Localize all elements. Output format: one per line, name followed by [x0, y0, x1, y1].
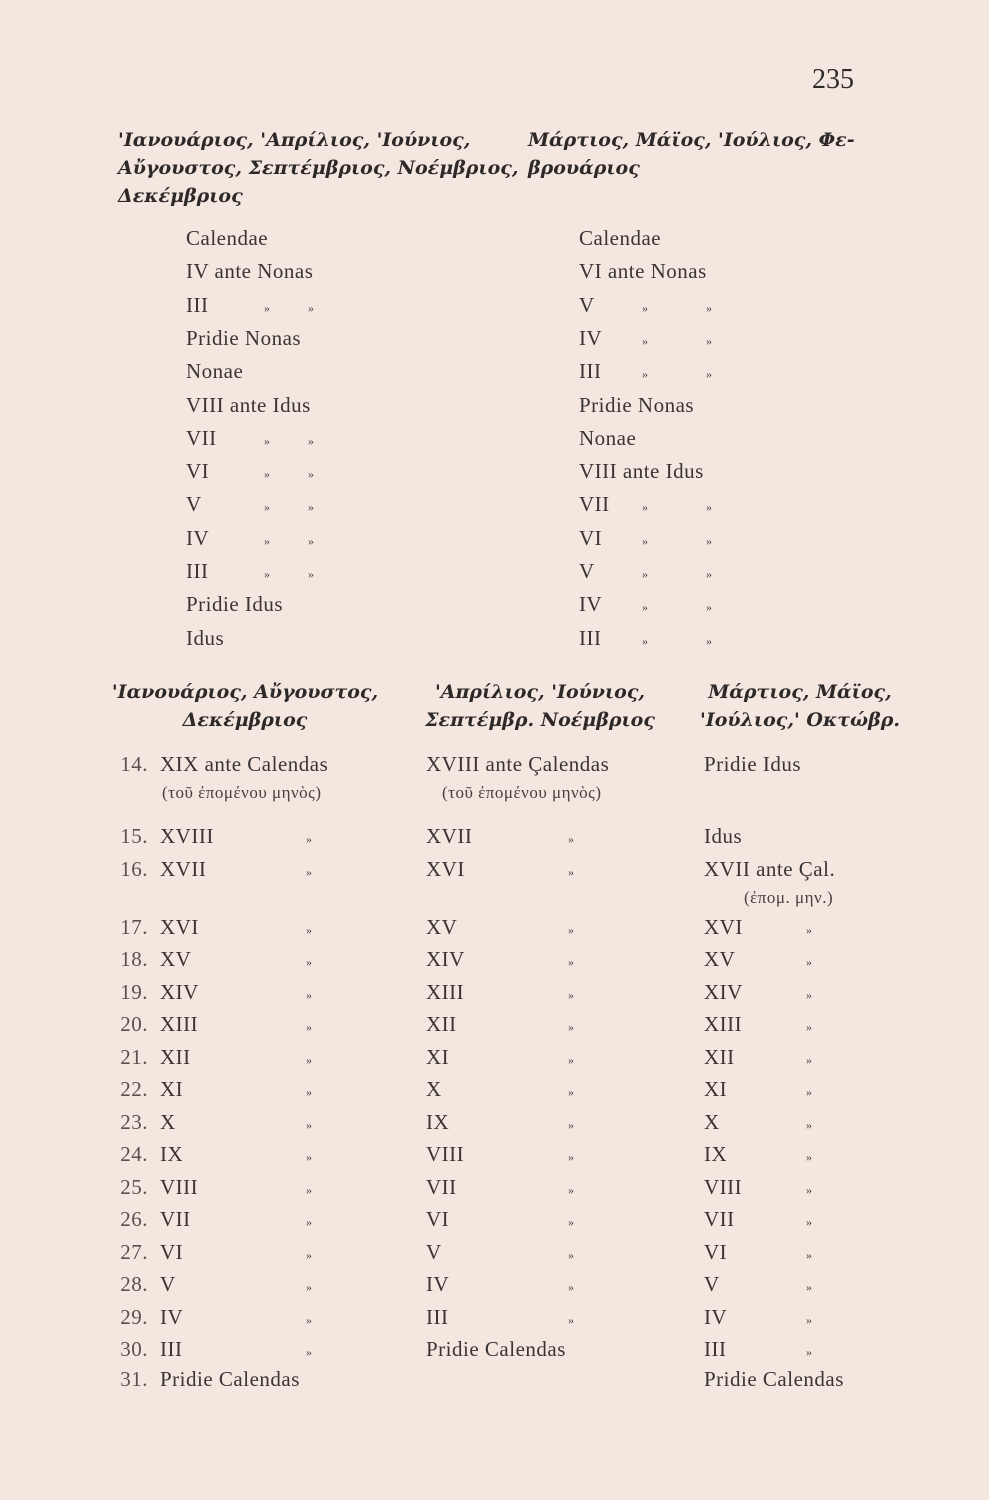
c3-value: IX — [704, 1142, 728, 1166]
ditto-mark: » — [806, 1247, 813, 1262]
date-name: VII — [579, 492, 610, 517]
c3-value: IV — [704, 1304, 728, 1329]
c1-value: VI — [160, 1239, 184, 1264]
date-name: III — [186, 292, 209, 317]
c1-value: IX — [160, 1142, 184, 1166]
c2-value: XIV — [426, 947, 465, 971]
header-line: 'Ιανουάριος, 'Απρίλιος, 'Ιούνιος, — [118, 129, 471, 151]
c3-value: XI — [704, 1077, 728, 1101]
ditto-mark: » — [806, 1215, 813, 1229]
ditto-mark: » — [306, 1312, 313, 1327]
day-number: 26. — [120, 1207, 148, 1231]
c3-value: XV — [704, 947, 736, 971]
date-name: IV — [186, 525, 210, 550]
ditto-mark: » — [642, 567, 649, 581]
ditto-mark: » — [642, 367, 649, 382]
date-name: Calendae — [186, 226, 269, 250]
ditto-mark: » — [568, 922, 575, 937]
ditto-mark: » — [306, 1247, 313, 1262]
header-line: Αὔγουστος, Σεπτέμβριος, Νοέμβριος, — [118, 157, 519, 179]
date-name: IV ante Nonas — [186, 259, 314, 284]
lower-header-col1 — [80, 678, 410, 734]
c2-value: III — [426, 1304, 449, 1329]
ditto-mark: » — [806, 1280, 813, 1294]
ditto-mark: » — [706, 567, 713, 581]
lower-header-col2 — [400, 678, 680, 734]
c3-value: V — [704, 1272, 720, 1296]
ditto-mark: » — [806, 955, 813, 969]
c2-note: (τοῦ ἐπομένου μηνὸς) — [442, 783, 602, 802]
ditto-mark: » — [306, 922, 313, 937]
header-line: Μάρτιος, Μάϊος, 'Ιούλιος, Φε- — [528, 129, 855, 151]
ditto-mark: » — [306, 832, 313, 846]
day-number: 27. — [120, 1239, 148, 1264]
ditto-mark: » — [306, 1150, 313, 1164]
ditto-mark: » — [706, 633, 713, 648]
ditto-mark: » — [264, 433, 271, 448]
day-number: 23. — [120, 1109, 148, 1134]
c1-note: (τοῦ ἐπομένου μηνὸς) — [162, 783, 322, 802]
page-number: 235 — [812, 64, 854, 95]
ditto-mark: » — [568, 1117, 575, 1132]
c2-value: IV — [426, 1272, 450, 1296]
ditto-mark: » — [806, 1312, 813, 1327]
header-line: 'Ιούλιος,' Οκτώβρ. — [700, 709, 900, 731]
day-number: 21. — [120, 1044, 148, 1069]
date-name: VIII ante Idus — [579, 459, 704, 484]
c3-value: XVII ante Çal. — [704, 856, 836, 881]
ditto-mark: » — [642, 633, 649, 648]
day-number: 30. — [120, 1337, 148, 1361]
date-name: IV — [579, 592, 603, 617]
day-number: 16. — [120, 856, 148, 881]
ditto-mark: » — [706, 600, 713, 615]
ditto-mark: » — [642, 300, 649, 315]
ditto-mark: » — [306, 987, 313, 1002]
day-number: 19. — [120, 979, 148, 1004]
day-number: 18. — [120, 947, 148, 971]
ditto-mark: » — [568, 864, 575, 879]
day-number: 17. — [120, 914, 148, 939]
c1-value: XVI — [160, 914, 199, 939]
date-name: III — [186, 559, 209, 583]
ditto-mark: » — [308, 533, 315, 548]
day-number: 28. — [120, 1272, 148, 1296]
c2-value: XI — [426, 1044, 450, 1069]
ditto-mark: » — [806, 1052, 813, 1067]
c2-value: X — [426, 1077, 442, 1101]
header-line: 'Ιανουάριος, Αὔγουστος, — [111, 681, 379, 703]
ditto-mark: » — [806, 1117, 813, 1132]
ditto-mark: » — [568, 1247, 575, 1262]
c3-value: XIV — [704, 979, 743, 1004]
ditto-mark: » — [568, 1312, 575, 1327]
ditto-mark: » — [306, 1182, 313, 1197]
c1-value: III — [160, 1337, 183, 1361]
ditto-mark: » — [306, 1280, 313, 1294]
c1-value: XIX ante Calendas — [160, 752, 329, 776]
ditto-mark: » — [568, 1052, 575, 1067]
ditto-mark: » — [806, 1345, 813, 1359]
c1-value: VII — [160, 1207, 191, 1231]
date-name: Pridie Idus — [186, 592, 284, 617]
date-name: Pridie Nonas — [579, 392, 695, 417]
c1-value: Pridie Calendas — [160, 1367, 300, 1391]
day-number: 14. — [120, 752, 148, 776]
ditto-mark: » — [264, 533, 271, 548]
ditto-mark: » — [264, 500, 271, 515]
ditto-mark: » — [264, 567, 271, 581]
date-name: Nonae — [186, 359, 244, 384]
header-line: Δεκέμβριος — [182, 709, 308, 731]
c2-value: XVIII ante Çalendas — [426, 752, 610, 776]
day-number: 24. — [120, 1142, 148, 1166]
date-name: Idus — [186, 625, 225, 650]
c2-value: V — [426, 1239, 442, 1264]
date-name: Pridie Nonas — [186, 325, 302, 350]
date-name: III — [579, 359, 602, 384]
ditto-mark: » — [568, 1150, 575, 1164]
c2-value: XII — [426, 1012, 457, 1036]
ditto-mark: » — [806, 1182, 813, 1197]
ditto-mark: » — [306, 1117, 313, 1132]
ditto-mark: » — [642, 333, 649, 348]
c3-value: XVI — [704, 914, 743, 939]
ditto-mark: » — [306, 955, 313, 969]
c1-value: XV — [160, 947, 192, 971]
ditto-mark: » — [308, 300, 315, 315]
ditto-mark: » — [806, 1085, 813, 1099]
date-name: VII — [186, 425, 217, 450]
c3-value: VII — [704, 1207, 735, 1231]
ditto-mark: » — [806, 1150, 813, 1164]
date-name: Calendae — [579, 226, 662, 250]
c1-value: XVIII — [160, 824, 214, 848]
c2-value: VIII — [426, 1142, 465, 1166]
day-number: 25. — [120, 1174, 148, 1199]
c1-value: XI — [160, 1077, 184, 1101]
day-number: 15. — [120, 824, 148, 848]
c1-value: XIV — [160, 979, 199, 1004]
date-name: V — [186, 492, 202, 517]
header-line: βρουάριος — [528, 157, 640, 179]
ditto-mark: » — [308, 567, 315, 581]
c3-value: III — [704, 1337, 727, 1361]
ditto-mark: » — [308, 433, 315, 448]
c2-value: IX — [426, 1109, 450, 1134]
ditto-mark: » — [568, 1020, 575, 1034]
ditto-mark: » — [706, 500, 713, 515]
date-name: IV — [579, 325, 603, 350]
c3-value: X — [704, 1109, 720, 1134]
ditto-mark: » — [706, 533, 713, 548]
day-number: 20. — [120, 1012, 148, 1036]
c2-value: VI — [426, 1207, 450, 1231]
date-name: Nonae — [579, 425, 637, 450]
date-name: V — [579, 559, 595, 583]
date-name: VI — [186, 459, 210, 484]
c3-value: Pridie Calendas — [704, 1367, 844, 1391]
c3-note: (ἐπομ. μην.) — [744, 887, 834, 907]
c3-value: XII — [704, 1044, 735, 1069]
ditto-mark: » — [308, 500, 315, 515]
ditto-mark: » — [706, 333, 713, 348]
ditto-mark: » — [264, 300, 271, 315]
header-line: Σεπτέμβρ. Νοέμβριος — [425, 709, 655, 731]
c1-value: XVII — [160, 856, 207, 881]
c1-value: XIII — [160, 1012, 199, 1036]
date-name: III — [579, 625, 602, 650]
ditto-mark: » — [568, 1085, 575, 1099]
date-name: VI — [579, 525, 603, 550]
ditto-mark: » — [306, 1215, 313, 1229]
day-number: 31. — [120, 1367, 148, 1391]
header-line: Δεκέμβριος — [118, 185, 243, 207]
day-number: 22. — [120, 1077, 148, 1101]
c2-value: XV — [426, 914, 458, 939]
ditto-mark: » — [642, 600, 649, 615]
ditto-mark: » — [568, 1215, 575, 1229]
lower-header-col3 — [690, 678, 910, 734]
ditto-mark: » — [306, 1020, 313, 1034]
header-line: 'Απρίλιος, 'Ιούνιος, — [434, 681, 646, 703]
ditto-mark: » — [568, 1182, 575, 1197]
ditto-mark: » — [806, 922, 813, 937]
ditto-mark: » — [568, 1280, 575, 1294]
date-name: V — [579, 292, 595, 317]
c2-value: XVII — [426, 824, 473, 848]
c3-value: Pridie Idus — [704, 752, 802, 776]
ditto-mark: » — [806, 1020, 813, 1034]
date-name: VIII ante Idus — [186, 392, 311, 417]
c3-value: VI — [704, 1239, 728, 1264]
c3-value: VIII — [704, 1174, 743, 1199]
ditto-mark: » — [308, 467, 315, 482]
ditto-mark: » — [568, 832, 575, 846]
c3-value: Idus — [704, 824, 743, 848]
c3-value: XIII — [704, 1012, 743, 1036]
c2-value: XVI — [426, 856, 465, 881]
c2-value: VII — [426, 1174, 457, 1199]
c1-value: XII — [160, 1044, 191, 1069]
ditto-mark: » — [306, 864, 313, 879]
upper-right-header — [528, 126, 855, 182]
ditto-mark: » — [706, 367, 713, 382]
c2-value: Pridie Calendas — [426, 1337, 566, 1361]
date-name: VI ante Nonas — [579, 259, 707, 284]
ditto-mark: » — [306, 1052, 313, 1067]
ditto-mark: » — [806, 987, 813, 1002]
ditto-mark: » — [642, 533, 649, 548]
ditto-mark: » — [306, 1345, 313, 1359]
c1-value: X — [160, 1109, 176, 1134]
c2-value: XIII — [426, 979, 465, 1004]
c1-value: VIII — [160, 1174, 199, 1199]
ditto-mark: » — [568, 955, 575, 969]
ditto-mark: » — [706, 300, 713, 315]
header-line: Μάρτιος, Μάϊος, — [708, 681, 892, 703]
ditto-mark: » — [264, 467, 271, 482]
upper-left-header — [118, 126, 518, 210]
ditto-mark: » — [306, 1085, 313, 1099]
day-number: 29. — [120, 1304, 148, 1329]
c1-value: V — [160, 1272, 176, 1296]
ditto-mark: » — [568, 987, 575, 1002]
ditto-mark: » — [642, 500, 649, 515]
c1-value: IV — [160, 1304, 184, 1329]
